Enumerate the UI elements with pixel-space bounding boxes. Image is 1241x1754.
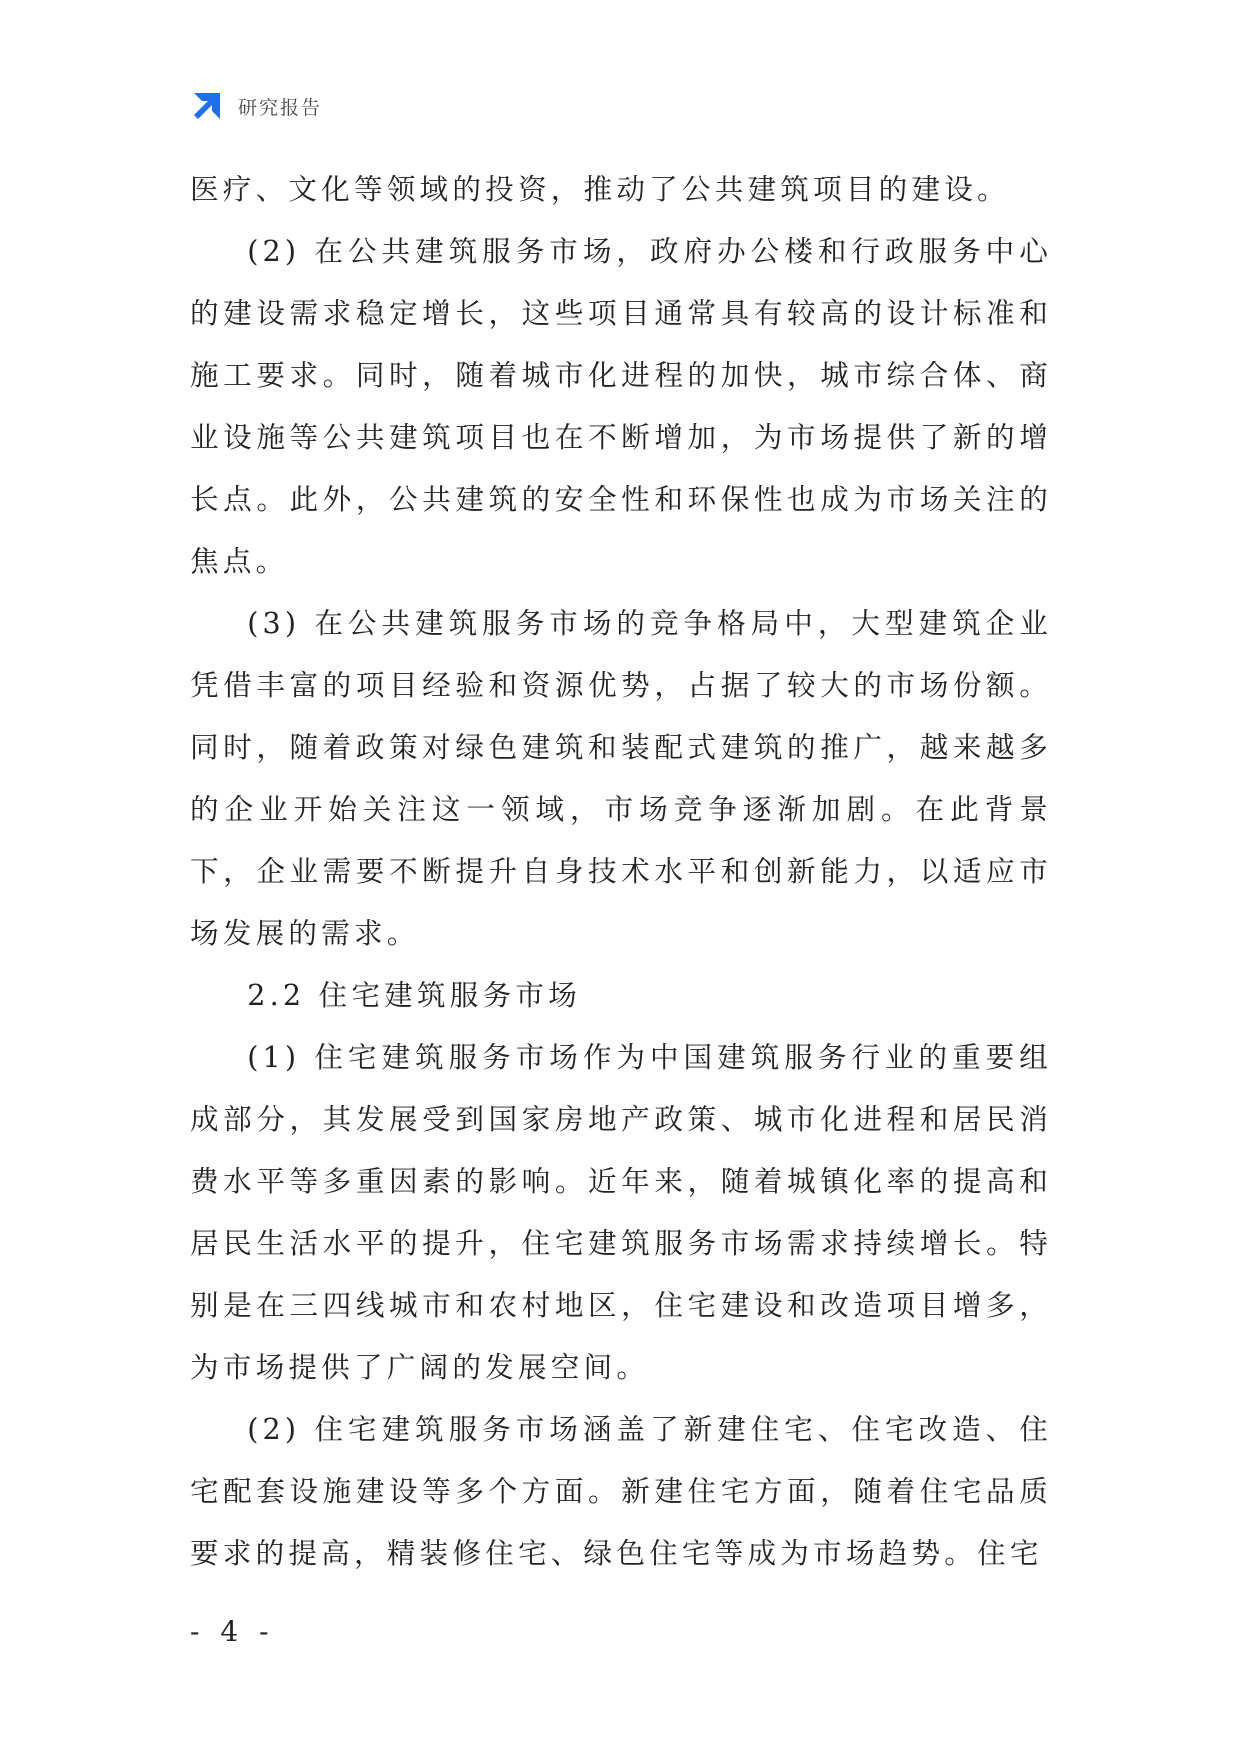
page-number: - 4 - <box>190 1615 275 1648</box>
paragraph-residential-1: (1) 住宅建筑服务市场作为中国建筑服务行业的重要组成部分，其发展受到国家房地产政策、城市化进程和居民消费水平等多重因素的影响。近年来，随着城镇化率的提高和居民生活水平的提升，住宅建筑服务市场需求持续增长。特别是在三四线城市和农村地区，住宅建设和改造项目增多，为市场提供了广阔的发展空间。 <box>190 1040 1052 1384</box>
paragraph-residential-2: (2) 住宅建筑服务市场涵盖了新建住宅、住宅改造、住宅配套设施建设等多个方面。新建住宅方面，随着住宅品质要求的提高，精装修住宅、绿色住宅等成为市场趋势。住宅 <box>190 1412 1052 1570</box>
paragraph-continuation: 医疗、文化等领域的投资，推动了公共建筑项目的建设。 <box>190 172 1010 206</box>
document-header <box>190 88 322 124</box>
section-heading-residential: 2.2 住宅建筑服务市场 <box>247 978 581 1012</box>
paragraph-public-building-2: (2) 在公共建筑服务市场，政府办公楼和行政服务中心的建设需求稳定增长，这些项目通常具有较高的设计标准和施工要求。同时，随着城市化进程的加快，城市综合体、商业设施等公共建筑项目也在不断增加，为市场提供了新的增长点。此外，公共建筑的安全性和环保性也成为市场关注的焦点。 <box>190 234 1052 578</box>
document-body <box>190 158 1052 1584</box>
arrow-up-right-icon <box>190 89 224 123</box>
header-title: 研究报告 <box>238 96 323 119</box>
paragraph-public-building-3: (3) 在公共建筑服务市场的竞争格局中，大型建筑企业凭借丰富的项目经验和资源优势，占据了较大的市场份额。同时，随着政策对绿色建筑和装配式建筑的推广，越来越多的企业开始关注这一领域，市场竞争逐渐加剧。在此背景下，企业需要不断提升自身技术水平和创新能力，以适应市场发展的需求。 <box>190 606 1052 950</box>
